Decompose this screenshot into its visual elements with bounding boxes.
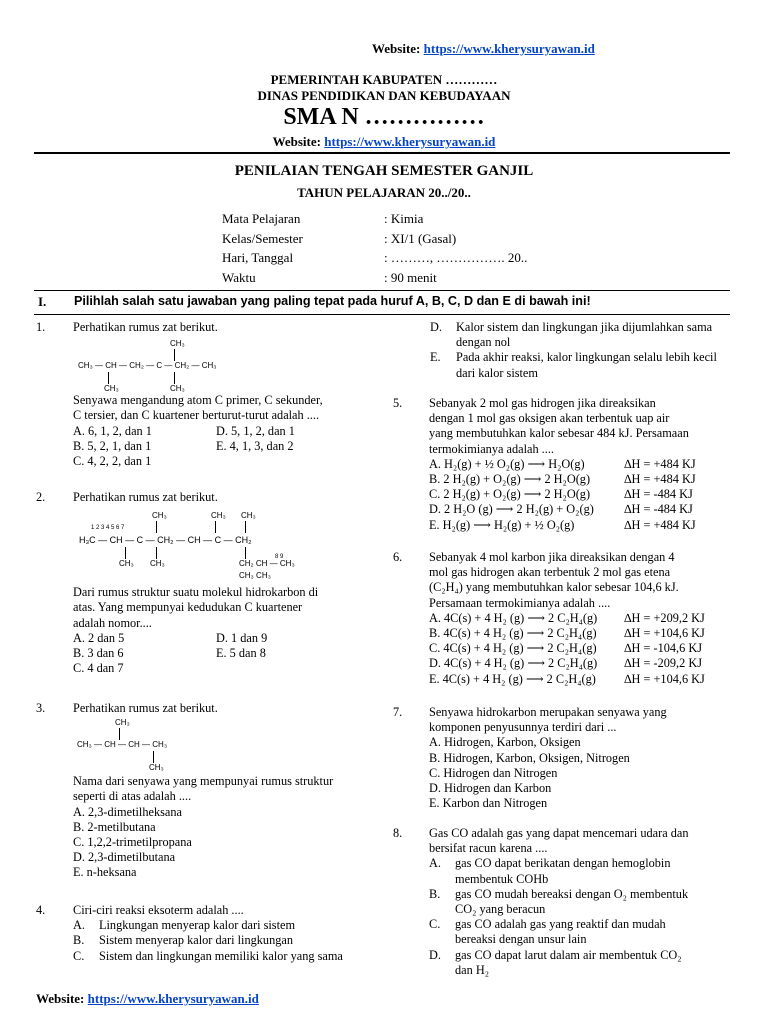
option-b[interactable]: B. 4C(s) + 4 H₂ (g) ⟶ 2 C₂H₄(g) ∆H = +104,6 KJ xyxy=(429,625,705,640)
option-d[interactable]: D. gas CO dapat larut dalam air membentuk CO₂ dan H₂ xyxy=(429,947,682,977)
struct-text: CH₃ — CH — CH₂ — C — CH₂ — CH₃ xyxy=(78,361,217,371)
question-1 xyxy=(36,320,376,469)
struct-text: CH₃ xyxy=(149,763,164,773)
bond xyxy=(108,372,109,384)
bond xyxy=(156,521,157,533)
bond xyxy=(156,547,157,559)
info-label: Hari, Tanggal xyxy=(222,250,294,266)
option-a[interactable]: A. H₂(g) + ½ O₂(g) ⟶ H₂O(g) ∆H = +484 KJ xyxy=(429,456,696,471)
option-e[interactable]: E. Pada akhir reaksi, kalor lingkungan selalu lebih kecil dari kalor sistem xyxy=(430,350,717,380)
info-table xyxy=(222,209,528,287)
info-row xyxy=(222,248,528,268)
question-4-continued xyxy=(430,320,740,381)
exam-year: TAHUN PELAJARAN 20../20.. xyxy=(297,185,471,200)
bond xyxy=(174,372,175,384)
struct-text: CH₃ xyxy=(119,559,134,569)
question-text: Nama dari senyawa yang mempunyai rumus struktur xyxy=(73,774,334,789)
option-d[interactable]: D. 2 H₂O (g) ⟶ 2 H₂(g) + O₂(g) ∆H = -484 KJ xyxy=(429,502,693,517)
struct-text: CH₃ — CH — CH — CH₃ xyxy=(77,740,168,750)
question-number: 5. xyxy=(393,396,403,410)
option-row xyxy=(73,661,376,676)
option-d[interactable]: D. Hidrogen dan Karbon xyxy=(429,780,552,795)
info-row xyxy=(222,229,457,249)
option-c[interactable]: C. 2 H₂(g) + O₂(g) ⟶ 2 H₂O(g) ∆H = -484 KJ xyxy=(429,487,693,502)
info-row xyxy=(222,268,437,288)
option-e[interactable]: E. Karbon dan Nitrogen xyxy=(429,796,548,811)
question-text: adalah nomor.... xyxy=(73,615,152,630)
info-value: : 90 menit xyxy=(384,269,437,285)
question-text: Dari rumus struktur suatu molekul hidrokarbon di xyxy=(73,585,319,600)
option-d[interactable]: D. 4C(s) + 4 H₂ (g) ⟶ 2 C₂H₄(g) ∆H = -209,2 KJ xyxy=(429,656,702,671)
bottom-website xyxy=(36,991,259,1007)
header-website xyxy=(0,134,768,150)
question-5 xyxy=(393,396,738,533)
info-value: : XI/1 (Gasal) xyxy=(384,230,457,246)
struct-text: CH₃ xyxy=(115,718,130,728)
struct-text: CH₃ xyxy=(170,339,185,349)
struct-text: CH₃ xyxy=(241,511,256,521)
struct-text: CH₃ xyxy=(152,511,167,521)
question-number: 4. xyxy=(36,903,46,917)
option-c[interactable]: C. 1,2,2-trimetilpropana xyxy=(73,834,192,849)
question-text: komponen penyusunnya terdiri dari ... xyxy=(429,720,617,735)
option-b[interactable]: B. Sistem menyerap kalor dari lingkungan xyxy=(73,933,293,948)
option-c[interactable]: C. 4C(s) + 4 H₂ (g) ⟶ 2 C₂H₄(g) ∆H = -104,6 KJ xyxy=(429,641,702,656)
bond xyxy=(245,521,246,533)
option-a[interactable]: A. 4C(s) + 4 H₂ (g) ⟶ 2 C₂H₄(g) ∆H = +209,2 KJ xyxy=(429,610,705,625)
struct-text: CH₃ xyxy=(104,384,119,394)
question-text: Senyawa hidrokarbon merupakan senyawa yang xyxy=(429,705,667,719)
structure-2 xyxy=(73,505,376,585)
option-b[interactable]: B. Hidrogen, Karbon, Oksigen, Nitrogen xyxy=(429,750,630,765)
info-label: Kelas/Semester xyxy=(222,230,303,246)
option-c[interactable]: C. Hidrogen dan Nitrogen xyxy=(429,765,558,780)
header-rule xyxy=(34,152,730,154)
question-number: 7. xyxy=(393,705,403,719)
section-instruction: Pilihlah salah satu jawaban yang paling tepat pada huruf A, B, C, D dan E di bawah ini! xyxy=(74,294,591,308)
question-text: (C₂H₄) yang membutuhkan kalor sebesar 104,6 kJ. xyxy=(429,580,679,595)
header-website-link[interactable]: https://www.kherysuryawan.id xyxy=(324,134,496,149)
option-d[interactable]: D. Kalor sistem dan lingkungan jika dijumlahkan sama dengan nol xyxy=(430,320,713,350)
info-value: : Kimia xyxy=(384,211,424,226)
structure-3 xyxy=(73,716,376,774)
option-a[interactable]: A. Hidrogen, Karbon, Oksigen xyxy=(429,735,581,750)
option-row xyxy=(73,646,376,661)
question-prompt: Perhatikan rumus zat berikut. xyxy=(73,320,218,334)
option-row xyxy=(73,631,376,646)
bond xyxy=(119,728,120,740)
info-value: : ………, ……………. 20.. xyxy=(384,250,528,266)
bond xyxy=(215,521,216,533)
struct-numbers: 8 9 xyxy=(275,554,284,561)
question-text: mol gas hidrogen akan terbentuk 2 mol gas etena xyxy=(429,565,671,580)
struct-text: CH₂ CH — CH₃ xyxy=(239,559,295,569)
question-text: Gas CO adalah gas yang dapat mencemari udara dan xyxy=(429,826,689,840)
question-text: Persamaan termokimianya adalah .... xyxy=(429,595,611,610)
bond xyxy=(125,547,126,559)
structure-1 xyxy=(73,335,376,393)
bond xyxy=(245,547,246,559)
option-e[interactable]: E. 4C(s) + 4 H₂ (g) ⟶ 2 C₂H₄(g) ∆H = +104,6 KJ xyxy=(429,671,705,686)
option-d[interactable]: D. 1 dan 9 xyxy=(216,630,268,645)
struct-text: H₃C — CH — C — CH₂ — CH — C — CH₂ xyxy=(79,535,252,546)
option-e[interactable]: E. H₂(g) ⟶ H₂(g) + ½ O₂(g) ∆H = +484 KJ xyxy=(429,517,696,532)
option-a[interactable]: A. 2 dan 5 xyxy=(73,630,125,645)
option-c[interactable]: C. Sistem dan lingkungan memiliki kalor yang sama xyxy=(73,948,343,963)
question-text: dengan 1 mol gas oksigen akan terbentuk uap air xyxy=(429,411,670,426)
website-link[interactable]: https://www.kherysuryawan.id xyxy=(87,991,259,1006)
exam-title: PENILAIAN TENGAH SEMESTER GANJIL xyxy=(234,163,534,179)
question-number: 1. xyxy=(36,320,46,334)
section-rule-bottom xyxy=(34,314,730,315)
option-b[interactable]: B. 2-metilbutana xyxy=(73,819,156,834)
question-text: C tersier, dan C kuartener berturut-turut adalah .... xyxy=(73,408,320,423)
school-name: SMA N …………… xyxy=(283,104,485,130)
section-rule-top xyxy=(34,290,730,291)
question-8 xyxy=(393,826,738,978)
website-label: Website: xyxy=(372,41,421,56)
struct-text: CH₃ xyxy=(150,559,165,569)
header-website-label: Website: xyxy=(272,134,321,149)
header-gov: PEMERINTAH KABUPATEN ………… xyxy=(270,72,498,87)
question-4 xyxy=(36,903,366,964)
question-number: 8. xyxy=(393,826,403,840)
option-d[interactable]: D. 5, 1, 2, dan 1 xyxy=(216,423,295,438)
question-number: 2. xyxy=(36,490,46,504)
question-number: 3. xyxy=(36,701,46,715)
question-number: 6. xyxy=(393,550,403,564)
question-prompt: Ciri-ciri reaksi eksoterm adalah .... xyxy=(73,903,244,917)
section-number: I. xyxy=(38,294,47,309)
question-text: Senyawa mengandung atom C primer, C sekunder, xyxy=(73,393,323,408)
question-text: seperti di atas adalah .... xyxy=(73,789,192,804)
option-a[interactable]: A. Lingkungan menyerap kalor dari sistem xyxy=(73,918,296,933)
option-e[interactable]: E. 5 dan 8 xyxy=(216,645,266,660)
question-text: termokimianya adalah .... xyxy=(429,441,554,456)
info-label: Waktu xyxy=(222,269,256,285)
question-text: bersifat racun karena .... xyxy=(429,841,548,856)
option-row xyxy=(73,424,376,439)
option-row xyxy=(73,454,376,469)
option-b[interactable]: B. 2 H₂(g) + O₂(g) ⟶ 2 H₂O(g) ∆H = +484 KJ xyxy=(429,471,696,486)
website-label: Website: xyxy=(36,991,85,1006)
question-2 xyxy=(36,490,376,676)
question-7 xyxy=(393,705,738,811)
bond xyxy=(174,349,175,361)
option-b[interactable]: B. gas CO mudah bereaksi dengan O₂ membentuk CO₂ yang beracun xyxy=(429,886,689,916)
option-c[interactable]: C. gas CO adalah gas yang reaktif dan mudah bereaksi dengan unsur lain xyxy=(429,917,666,947)
question-text: Sebanyak 2 mol gas hidrogen jika direaksikan xyxy=(429,396,656,410)
top-website xyxy=(372,41,595,57)
option-a[interactable]: A. 2,3-dimetilheksana xyxy=(73,804,182,819)
option-d[interactable]: D. 2,3-dimetilbutana xyxy=(73,850,176,865)
struct-text: CH₃ xyxy=(211,511,226,521)
website-link[interactable]: https://www.kherysuryawan.id xyxy=(423,41,595,56)
option-e[interactable]: E. n-heksana xyxy=(73,865,137,880)
struct-text: CH₃ CH₃ xyxy=(239,571,271,581)
option-a[interactable]: A. 6, 1, 2, dan 1 xyxy=(73,423,152,438)
question-text: atas. Yang mempunyai kedudukan C kuartener xyxy=(73,600,303,615)
bond xyxy=(153,751,154,763)
option-e[interactable]: E. 4, 1, 3, dan 2 xyxy=(216,438,294,453)
option-b[interactable]: B. 3 dan 6 xyxy=(73,645,124,660)
question-prompt: Perhatikan rumus zat berikut. xyxy=(73,701,218,715)
header-dept: DINAS PENDIDIKAN DAN KEBUDAYAAN xyxy=(257,88,511,103)
question-3 xyxy=(36,701,376,881)
struct-text: CH₃ xyxy=(170,384,185,394)
option-a[interactable]: A. gas CO dapat berikatan dengan hemoglobin membentuk COHb xyxy=(429,856,671,886)
option-c[interactable]: C. 4 dan 7 xyxy=(73,661,124,676)
option-b[interactable]: B. 5, 2, 1, dan 1 xyxy=(73,438,152,453)
question-text: Sebanyak 4 mol karbon jika direaksikan dengan 4 xyxy=(429,550,675,564)
option-row xyxy=(73,439,376,454)
option-c[interactable]: C. 4, 2, 2, dan 1 xyxy=(73,453,152,468)
question-prompt: Perhatikan rumus zat berikut. xyxy=(73,490,218,504)
info-label: Mata Pelajaran xyxy=(222,211,301,226)
question-text: yang membutuhkan kalor sebesar 484 kJ. Persamaan xyxy=(429,426,689,441)
struct-numbers: 1 2 3 4 5 6 7 xyxy=(91,525,125,532)
question-6 xyxy=(393,550,738,687)
info-row xyxy=(222,209,424,229)
